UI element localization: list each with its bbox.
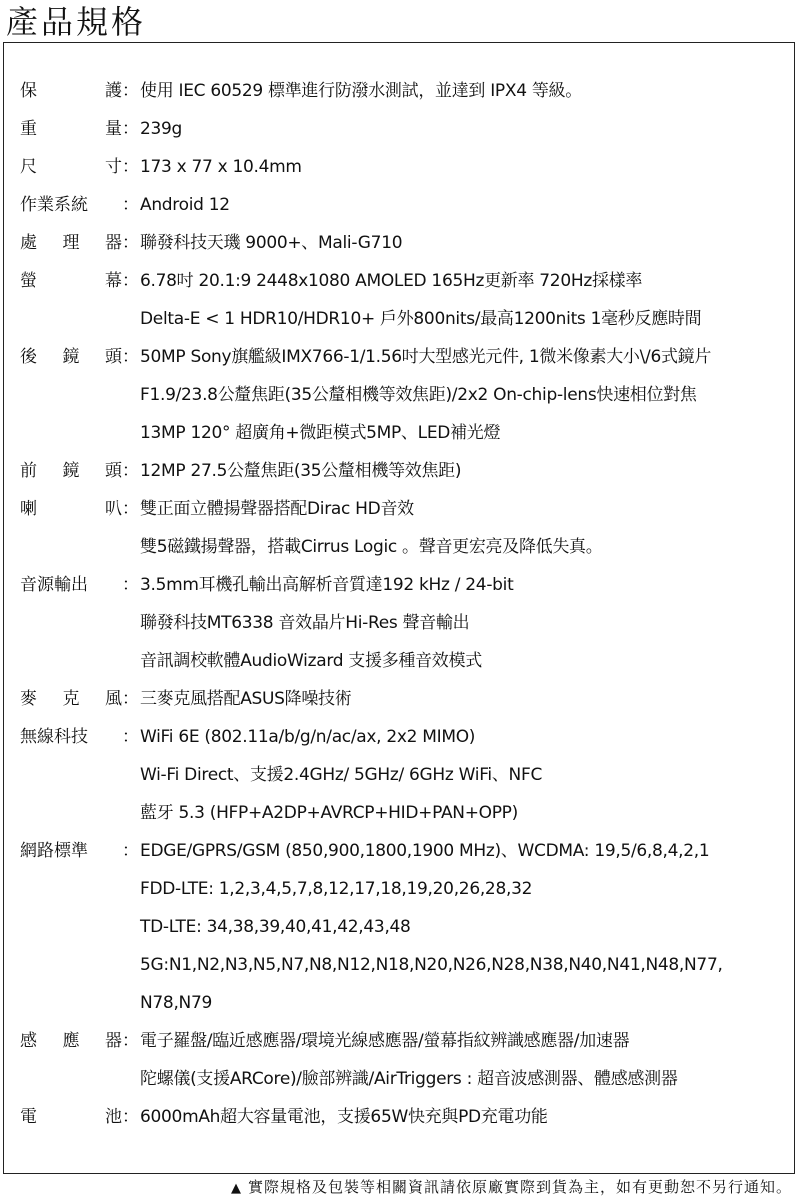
spec-label-char: 處	[20, 233, 37, 253]
spec-list	[20, 72, 790, 1136]
spec-row	[20, 1098, 790, 1136]
spec-label	[20, 566, 122, 604]
spec-label-char: 應	[62, 1031, 80, 1051]
spec-label-char: 幕	[105, 271, 122, 291]
spec-row	[20, 110, 790, 148]
spec-value-line: F1.9/23.8公釐焦距(35公釐相機等效焦距)/2x2 On-chip-lens快速相位對焦	[140, 385, 697, 405]
spec-values	[140, 718, 790, 832]
spec-values	[140, 186, 790, 224]
spec-label	[20, 1022, 122, 1060]
spec-label	[20, 832, 122, 870]
spec-row	[20, 718, 790, 832]
spec-values	[140, 262, 790, 338]
spec-label-char: 電	[20, 1107, 37, 1127]
spec-label-char: 量	[105, 119, 122, 139]
spec-row	[20, 338, 790, 452]
spec-label	[20, 490, 122, 528]
spec-values	[140, 110, 790, 148]
spec-label	[20, 680, 122, 718]
spec-values	[140, 338, 790, 452]
spec-label	[20, 148, 122, 186]
spec-label-char: 喇	[20, 499, 37, 519]
spec-row	[20, 186, 790, 224]
spec-label-char: 重	[20, 119, 37, 139]
spec-colon: ：	[122, 271, 139, 291]
spec-colon: ：	[122, 81, 139, 101]
spec-value-line: Delta-E < 1 HDR10/HDR10+ 戶外800nits/最高1200nits 1毫秒反應時間	[140, 309, 702, 329]
spec-value-line: 雙正面立體揚聲器搭配Dirac HD音效	[140, 499, 414, 519]
spec-row	[20, 224, 790, 262]
spec-label-char: 鏡	[62, 347, 80, 367]
spec-row	[20, 566, 790, 680]
spec-values	[140, 72, 790, 110]
spec-label	[20, 1098, 122, 1136]
spec-colon: ：	[122, 575, 139, 595]
spec-value-line: 6.78吋 20.1:9 2448x1080 AMOLED 165Hz更新率 720Hz採樣率	[140, 271, 643, 291]
spec-label-char: 作業系統	[20, 195, 88, 215]
spec-row	[20, 832, 790, 1022]
spec-row	[20, 490, 790, 566]
spec-colon: ：	[122, 347, 139, 367]
spec-label-char: 尺	[20, 157, 37, 177]
spec-values	[140, 832, 790, 1022]
spec-colon: ：	[122, 119, 139, 139]
spec-value-line: 電子羅盤/臨近感應器/環境光線感應器/螢幕指紋辨識感應器/加速器	[140, 1031, 630, 1051]
spec-label-char: 後	[20, 347, 37, 367]
spec-label-char: 理	[62, 233, 80, 253]
spec-label	[20, 72, 122, 110]
spec-value-line: WiFi 6E (802.11a/b/g/n/ac/ax, 2x2 MIMO)	[140, 727, 476, 747]
spec-value-line: N78,N79	[140, 993, 213, 1013]
spec-label-char: 叭	[105, 499, 122, 519]
spec-colon: ：	[122, 841, 139, 861]
spec-label-char: 前	[20, 461, 37, 481]
spec-label-char: 頭	[105, 347, 122, 367]
spec-row	[20, 680, 790, 718]
spec-value-line: 173 x 77 x 10.4mm	[140, 157, 302, 177]
spec-values	[140, 1098, 790, 1136]
spec-value-line: 3.5mm耳機孔輸出高解析音質達192 kHz / 24-bit	[140, 575, 514, 595]
spec-values	[140, 680, 790, 718]
spec-value-line: 使用 IEC 60529 標準進行防潑水測試，並達到 IPX4 等級。	[140, 81, 582, 101]
spec-colon: ：	[122, 499, 139, 519]
spec-label-char: 音源輸出	[20, 575, 88, 595]
spec-row	[20, 1022, 790, 1098]
spec-value-line: 5G:N1,N2,N3,N5,N7,N8,N12,N18,N20,N26,N28,N38,N40,N41,N48,N77,	[140, 955, 723, 975]
triangle-up-icon: ▲	[230, 1181, 242, 1196]
spec-label-char: 麥	[20, 689, 37, 709]
spec-label-char: 護	[105, 81, 122, 101]
spec-value-line: Wi-Fi Direct、支援2.4GHz/ 5GHz/ 6GHz WiFi、NFC	[140, 765, 543, 785]
spec-value-line: 陀螺儀(支援ARCore)/臉部辨識/AirTriggers : 超音波感測器、體感感測器	[140, 1069, 678, 1089]
footer-note	[231, 1178, 792, 1198]
spec-colon: ：	[122, 461, 139, 481]
spec-values	[140, 1022, 790, 1098]
spec-label-char: 風	[105, 689, 122, 709]
spec-label	[20, 338, 122, 376]
spec-label-char: 保	[20, 81, 37, 101]
spec-label-char: 頭	[105, 461, 122, 481]
spec-label-char: 池	[105, 1107, 122, 1127]
spec-colon: ：	[122, 233, 139, 253]
spec-label-char: 網路標準	[20, 841, 88, 861]
spec-label	[20, 452, 122, 490]
spec-row	[20, 148, 790, 186]
spec-colon: ：	[122, 1107, 139, 1127]
spec-values	[140, 490, 790, 566]
spec-value-line: 13MP 120° 超廣角+微距模式5MP、LED補光燈	[140, 423, 501, 443]
spec-colon: ：	[122, 1031, 139, 1051]
spec-label	[20, 718, 122, 756]
spec-colon: ：	[122, 195, 139, 215]
spec-value-line: 239g	[140, 119, 183, 139]
spec-value-line: 藍牙 5.3 (HFP+A2DP+AVRCP+HID+PAN+OPP)	[140, 803, 518, 823]
spec-label-char: 螢	[20, 271, 37, 291]
spec-label-char: 鏡	[62, 461, 80, 481]
spec-value-line: EDGE/GPRS/GSM (850,900,1800,1900 MHz)、WCDMA: 19,5/6,8,4,2,1	[140, 841, 710, 861]
spec-label-char: 寸	[105, 157, 122, 177]
spec-label-char: 克	[62, 689, 80, 709]
spec-value-line: 音訊調校軟體AudioWizard 支援多種音效模式	[140, 651, 482, 671]
page-title: 產品規格	[6, 3, 147, 41]
spec-colon: ：	[122, 157, 139, 177]
spec-values	[140, 148, 790, 186]
spec-label-char: 無線科技	[20, 727, 88, 747]
spec-value-line: 三麥克風搭配ASUS降噪技術	[140, 689, 352, 709]
spec-value-line: TD-LTE: 34,38,39,40,41,42,43,48	[140, 917, 411, 937]
spec-value-line: 12MP 27.5公釐焦距(35公釐相機等效焦距)	[140, 461, 462, 481]
spec-label	[20, 262, 122, 300]
spec-value-line: 6000mAh超大容量電池，支援65W快充與PD充電功能	[140, 1107, 548, 1127]
spec-label	[20, 110, 122, 148]
spec-values	[140, 452, 790, 490]
spec-label-char: 器	[105, 233, 122, 253]
spec-value-line: FDD-LTE: 1,2,3,4,5,7,8,12,17,18,19,20,26,28,32	[140, 879, 533, 899]
spec-value-line: 聯發科技天璣 9000+、Mali-G710	[140, 233, 403, 253]
spec-value-line: 雙5磁鐵揚聲器，搭載Cirrus Logic 。聲音更宏亮及降低失真。	[140, 537, 603, 557]
spec-values	[140, 566, 790, 680]
spec-label	[20, 186, 122, 224]
spec-colon: ：	[122, 727, 139, 747]
spec-colon: ：	[122, 689, 139, 709]
spec-values	[140, 224, 790, 262]
spec-label	[20, 224, 122, 262]
spec-value-line: 50MP Sony旗艦級IMX766-1/1.56吋大型感光元件, 1微米像素大小\/6式鏡片	[140, 347, 712, 367]
spec-row	[20, 262, 790, 338]
spec-label-char: 感	[20, 1031, 37, 1051]
spec-value-line: Android 12	[140, 195, 230, 215]
spec-value-line: 聯發科技MT6338 音效晶片Hi-Res 聲音輸出	[140, 613, 470, 633]
footer-text: 實際規格及包裝等相關資訊請依原廠實際到貨為主，如有更動恕不另行通知。	[247, 1178, 792, 1196]
spec-row	[20, 452, 790, 490]
spec-row	[20, 72, 790, 110]
spec-label-char: 器	[105, 1031, 122, 1051]
